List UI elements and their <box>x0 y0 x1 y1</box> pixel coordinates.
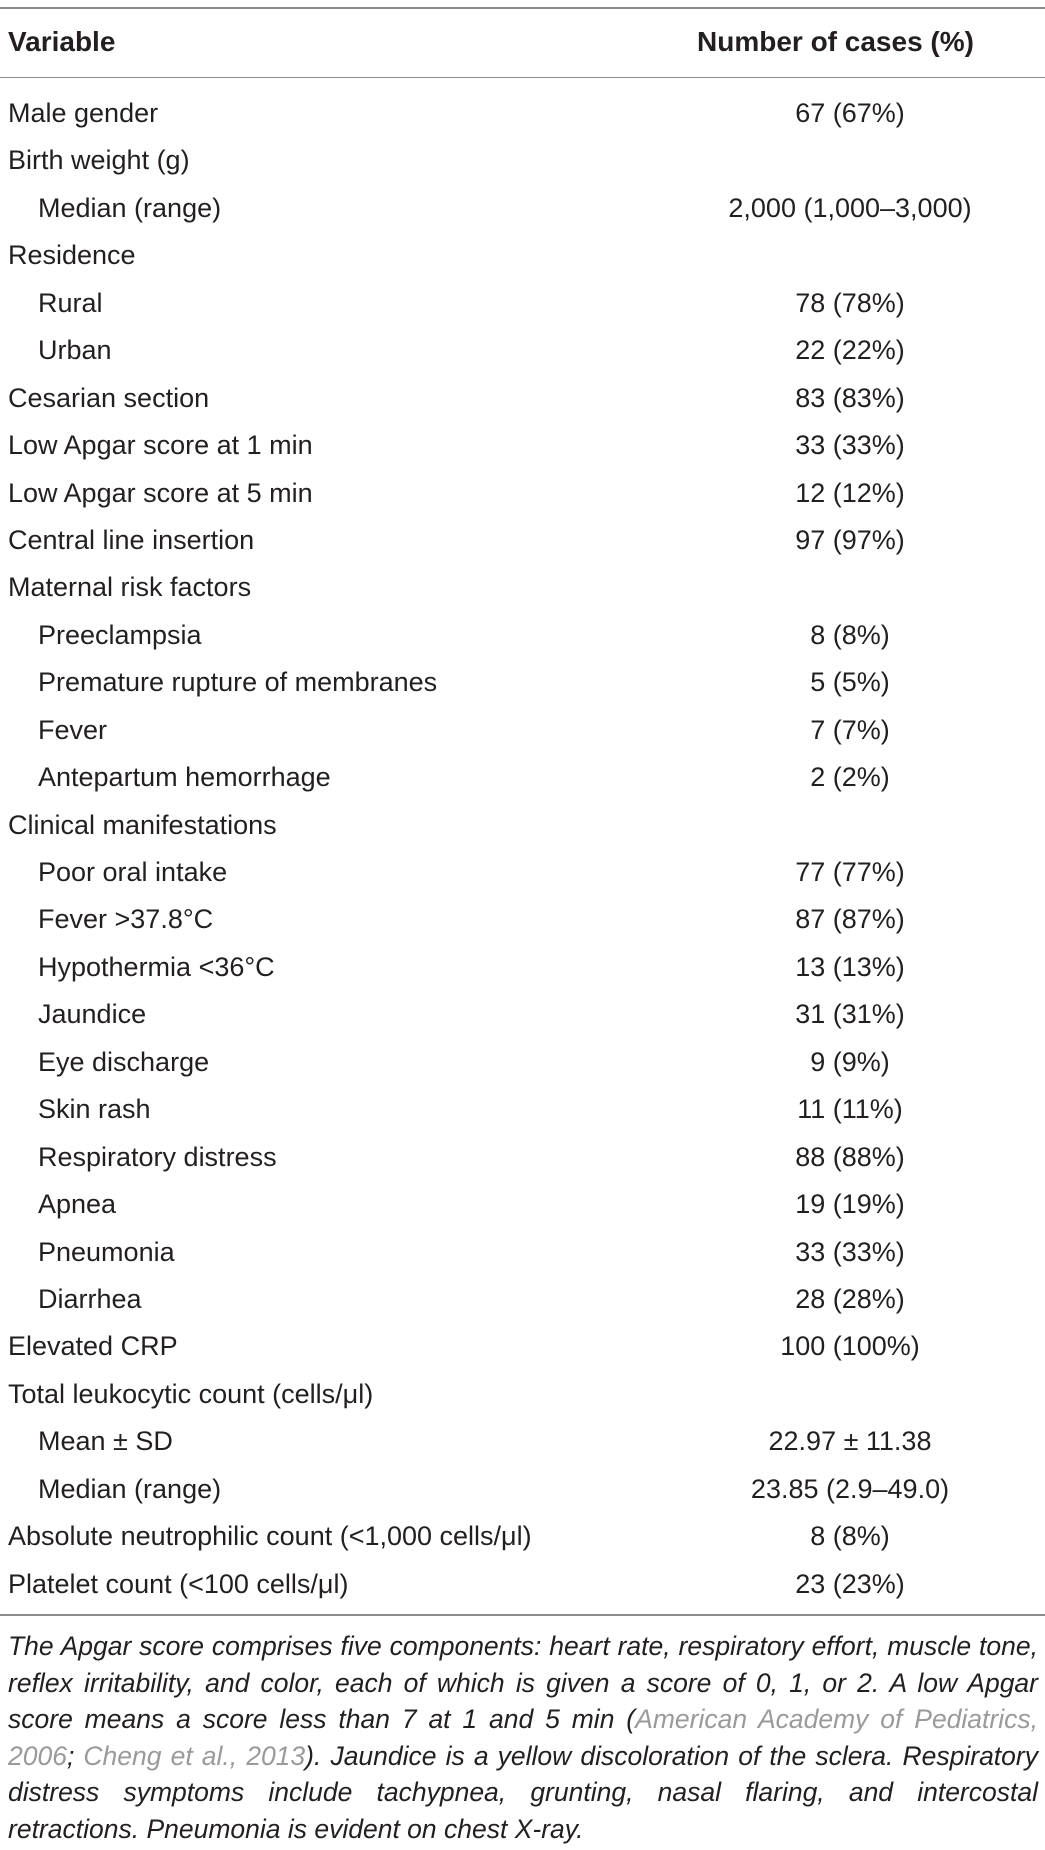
table-row <box>0 1561 1045 1608</box>
row-label: Premature rupture of membranes <box>38 667 438 698</box>
row-label: Residence <box>8 240 136 271</box>
table-body <box>0 90 1045 1608</box>
row-label: Maternal risk factors <box>8 572 252 603</box>
row-value: 9 (9%) <box>810 1046 890 1077</box>
row-value: 97 (97%) <box>795 524 905 555</box>
row-label: Mean ± SD <box>38 1426 173 1457</box>
row-label: Male gender <box>8 98 159 128</box>
table-row <box>0 1086 1045 1133</box>
row-value: 7 (7%) <box>810 714 890 745</box>
footnote-reference-cheng[interactable]: Cheng et al., 2013 <box>83 1740 306 1771</box>
row-label: Fever <box>38 714 108 745</box>
row-label: Median (range) <box>38 1473 222 1504</box>
row-value: 33 (33%) <box>795 430 905 461</box>
row-value: 77 (77%) <box>795 857 905 887</box>
footnote-text-2: ). Jaundice is a yellow discoloration of the sclera. Respiratory distress symptoms include tachypnea, grunting, nasal flaring, and intercostal retractions. Pneumonia is evident on chest X-ray. <box>8 1740 1038 1844</box>
row-label: Low Apgar score at 1 min <box>8 430 313 461</box>
table-row <box>0 1466 1045 1513</box>
row-label: Antepartum hemorrhage <box>38 762 331 793</box>
row-label: Median (range) <box>38 192 222 223</box>
table-row <box>0 1181 1045 1228</box>
row-label: Birth weight (g) <box>8 145 190 176</box>
row-label: Urban <box>38 335 112 366</box>
row-label: Eye discharge <box>38 1046 210 1077</box>
row-value: 28 (28%) <box>795 1283 905 1314</box>
row-label: Cesarian section <box>8 382 210 413</box>
row-value: 31 (31%) <box>795 999 905 1030</box>
table-row <box>0 1513 1045 1560</box>
footnote-text-1: The Apgar score comprises five components: heart rate, respiratory effort, muscle tone, reflex irritability, and color, each of which is given a score of 0, 1, or 2. A low Apgar score means a score less than 7 at 1 and 5 min ( <box>8 1631 1038 1734</box>
table-row <box>0 422 1045 469</box>
row-label: Preeclampsia <box>38 619 202 650</box>
table-header-rule <box>0 77 1045 78</box>
footnote-separator: ; <box>66 1740 84 1771</box>
table-row <box>0 375 1045 422</box>
table-row <box>0 1323 1045 1370</box>
row-label: Total leukocytic count (cells/μl) <box>8 1378 374 1409</box>
table-row <box>0 802 1045 849</box>
row-value: 8 (8%) <box>810 619 890 650</box>
row-label: Low Apgar score at 5 min <box>8 477 313 508</box>
row-value: 19 (19%) <box>795 1189 905 1220</box>
row-label: Respiratory distress <box>38 1141 277 1172</box>
row-value: 67 (67%) <box>795 98 905 128</box>
row-value: 33 (33%) <box>795 1236 905 1267</box>
row-label: Pneumonia <box>38 1236 175 1267</box>
table-row <box>0 280 1045 327</box>
table-row <box>0 1371 1045 1418</box>
row-value: 87 (87%) <box>795 904 905 935</box>
table-row <box>0 327 1045 374</box>
table-row <box>0 185 1045 232</box>
row-value: 22.97 ± 11.38 <box>768 1426 932 1457</box>
row-value: 23.85 (2.9–49.0) <box>750 1473 950 1504</box>
table-row <box>0 137 1045 184</box>
table-row <box>0 564 1045 611</box>
row-label: Fever >37.8°C <box>38 904 214 935</box>
table-row <box>0 991 1045 1038</box>
header-number-of-cases: Number of cases (%) <box>697 26 974 57</box>
header-variable: Variable <box>8 26 116 57</box>
row-value: 88 (88%) <box>795 1141 905 1172</box>
row-value: 2 (2%) <box>810 762 890 793</box>
row-label: Skin rash <box>38 1094 151 1125</box>
table-row <box>0 232 1045 279</box>
row-label: Elevated CRP <box>8 1331 178 1362</box>
row-label: Hypothermia <36°C <box>38 951 275 982</box>
table-header <box>0 9 1045 77</box>
row-label: Central line insertion <box>8 524 255 555</box>
table-row <box>0 1229 1045 1276</box>
footnote-reference-aap[interactable]: American Academy of Pediatrics, 2006 <box>8 1704 1038 1771</box>
row-value: 5 (5%) <box>810 667 890 698</box>
table-bottom-rule <box>0 1614 1045 1616</box>
row-label: Rural <box>38 287 103 318</box>
table-row <box>0 659 1045 706</box>
table-footnote <box>8 1628 1038 1847</box>
table-row <box>0 1418 1045 1465</box>
table-row <box>0 1134 1045 1181</box>
row-value: 2,000 (1,000–3,000) <box>728 192 972 223</box>
row-value: 78 (78%) <box>795 287 905 318</box>
table-row <box>0 754 1045 801</box>
table-row <box>0 90 1045 137</box>
row-value: 22 (22%) <box>795 335 905 366</box>
row-label: Absolute neutrophilic count (<1,000 cells/μl) <box>8 1521 532 1552</box>
row-label: Jaundice <box>38 999 147 1030</box>
table-row <box>0 707 1045 754</box>
row-label: Clinical manifestations <box>8 809 277 840</box>
table-row <box>0 470 1045 517</box>
table-row <box>0 944 1045 991</box>
row-value: 23 (23%) <box>795 1568 905 1599</box>
row-label: Platelet count (<100 cells/μl) <box>8 1568 349 1599</box>
table-row <box>0 517 1045 564</box>
table-row <box>0 1276 1045 1323</box>
row-value: 13 (13%) <box>795 951 905 982</box>
row-label: Diarrhea <box>38 1283 142 1314</box>
table-row <box>0 849 1045 896</box>
row-value: 8 (8%) <box>810 1521 890 1552</box>
row-label: Poor oral intake <box>38 857 228 887</box>
row-value: 11 (11%) <box>797 1094 903 1125</box>
row-value: 12 (12%) <box>795 477 905 508</box>
table-row <box>0 1039 1045 1086</box>
table-row <box>0 896 1045 943</box>
row-value: 100 (100%) <box>780 1331 920 1362</box>
row-label: Apnea <box>38 1189 117 1220</box>
table-row <box>0 612 1045 659</box>
row-value: 83 (83%) <box>795 382 905 413</box>
